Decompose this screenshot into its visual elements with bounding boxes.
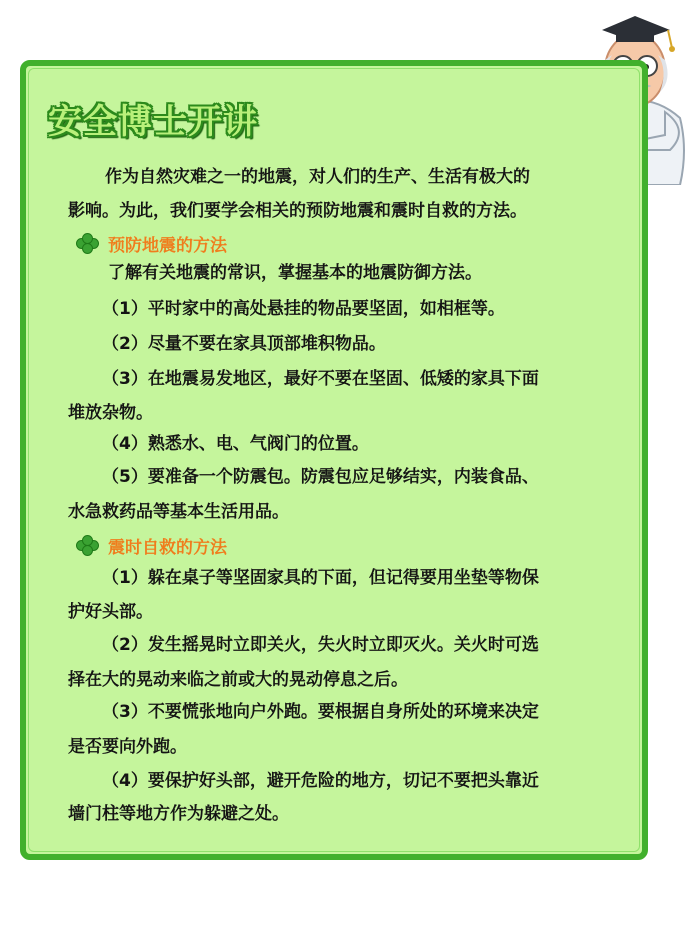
section1-line: （3）在地震易发地区，最好不要在坚固、低矮的家具下面 xyxy=(102,369,539,389)
section-heading-prevention xyxy=(76,231,227,255)
section2-line: 择在大的晃动来临之前或大的晃动停息之后。 xyxy=(68,670,408,690)
section1-line: （4）熟悉水、电、气阀门的位置。 xyxy=(102,434,369,454)
section2-line: （2）发生摇晃时立即关火，失火时立即灭火。关火时可选 xyxy=(102,635,539,655)
intro-line-1: 作为自然灾难之一的地震，对人们的生产、生活有极大的 xyxy=(105,167,530,187)
section1-line: 堆放杂物。 xyxy=(68,403,153,423)
section2-line: （3）不要慌张地向户外跑。要根据自身所处的环境来决定 xyxy=(102,702,539,722)
section2-line: （1）躲在桌子等坚固家具的下面，但记得要用坐垫等物保 xyxy=(102,568,539,588)
section-heading-label: 震时自救的方法 xyxy=(108,537,227,558)
section1-line: （1）平时家中的高处悬挂的物品要坚固，如相框等。 xyxy=(102,299,505,319)
clover-icon xyxy=(76,535,100,555)
page-title: 安全博士开讲 xyxy=(48,102,258,142)
section1-line: 了解有关地震的常识，掌握基本的地震防御方法。 xyxy=(108,263,482,283)
section1-line: 水急救药品等基本生活用品。 xyxy=(68,502,289,522)
section-heading-label: 预防地震的方法 xyxy=(108,235,227,256)
intro-line-2: 影响。为此，我们要学会相关的预防地震和震时自救的方法。 xyxy=(68,201,527,221)
section2-line: （4）要保护好头部，避开危险的地方，切记不要把头靠近 xyxy=(102,771,539,791)
section2-line: 护好头部。 xyxy=(68,602,153,622)
section2-line: 是否要向外跑。 xyxy=(68,737,187,757)
section1-line: （2）尽量不要在家具顶部堆积物品。 xyxy=(102,334,386,354)
section1-line: （5）要准备一个防震包。防震包应足够结实，内装食品、 xyxy=(102,467,539,487)
section2-line: 墙门柱等地方作为躲避之处。 xyxy=(68,804,289,824)
clover-icon xyxy=(76,233,100,253)
section-heading-self-rescue xyxy=(76,533,227,557)
